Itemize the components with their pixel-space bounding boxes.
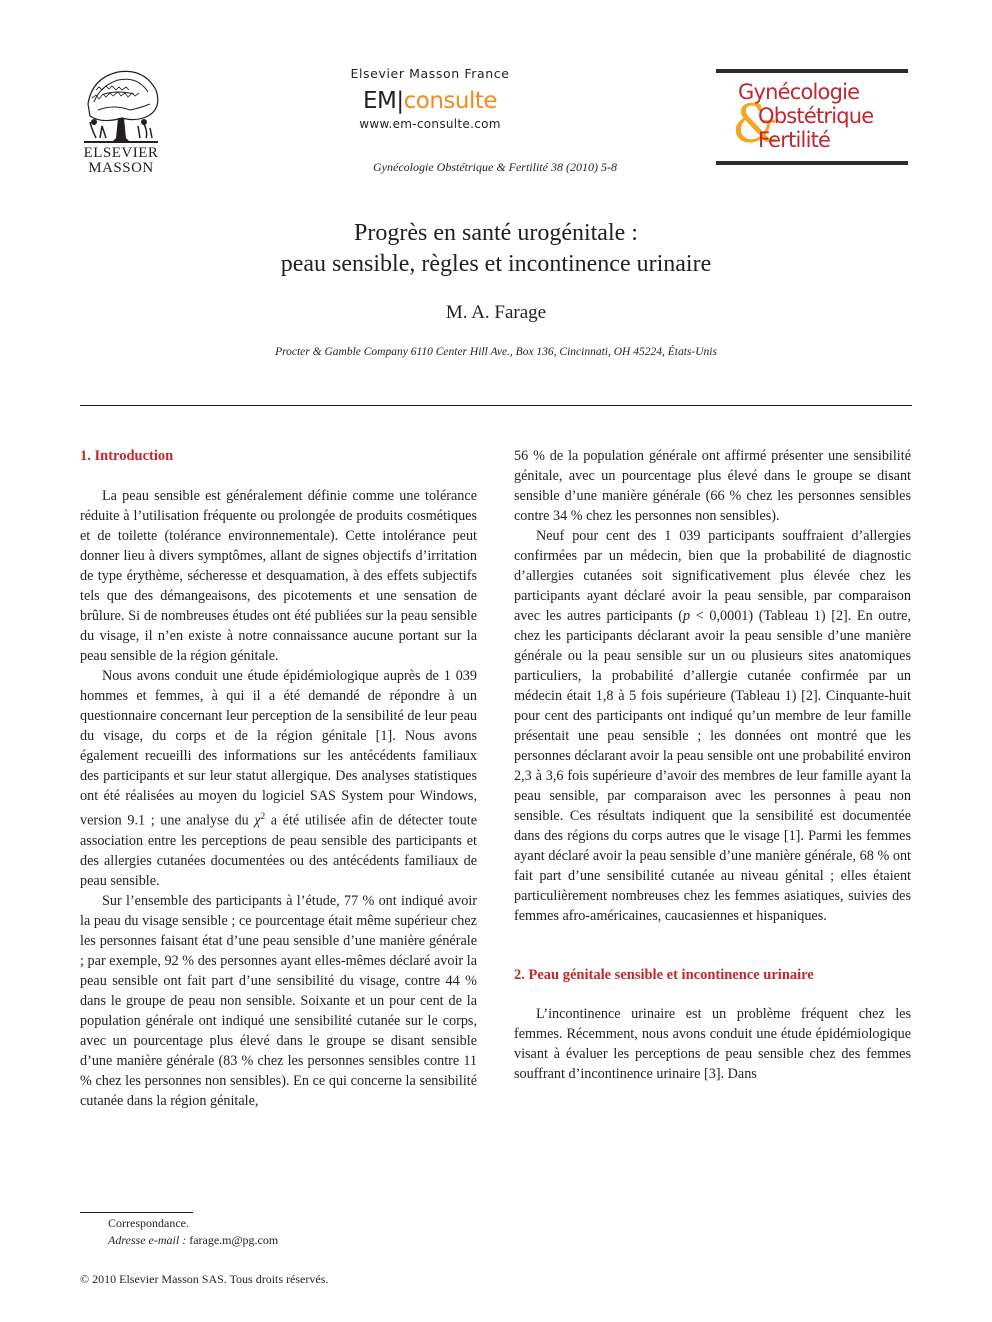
article-title-line2: peau sensible, règles et incontinence urinaire [280, 251, 712, 277]
journal-logo-ampersand: & [732, 95, 779, 155]
copyright-notice: © 2010 Elsevier Masson SAS. Tous droits réservés. [80, 1272, 329, 1286]
intro-paragraph-4-part-b: < 0,0001) (Tableau 1) [2]. En outre, chez les participants déclarant avoir la peau sensible d’une manière générale ou la peau sensible sur un ou plusieurs sites anatomiques particuliers, la probabilité d’allergie cutanée confirmée par un médecin était 1,8 à 5 fois supérieure (Tableau 1) [2]. Cinquante-huit pour cent des participants ont indiqué qu’un membre de leur famille présentait une peau sensible ; les données ont montré que les personnes déclarant avoir la peau sensible ont une probabilité environ 2,3 à 3,6 fois supérieure d’avoir des membres de leur famille ayant la peau sensible, par comparaison avec les personnes à peau non sensible. Ces résultats indiquent que la sensibilité est documentée dans des régions du corps autres que le visage [1]. Parmi les femmes ayant déclaré avoir la peau sensible d’une manière générale, 68 % ont fait part d’une sensibilité cutanée au niveau génital ; elles étaient particulièrement nombreuses chez les femmes asiatiques, suivies des femmes afro-américaines, caucasiennes et hispaniques. [514, 608, 912, 924]
em-logo-divider-icon: | [396, 88, 404, 114]
article-title-line1: Progrès en santé urogénitale : [354, 220, 638, 246]
email-address[interactable]: farage.m@pg.com [189, 1233, 279, 1247]
article-title [0, 218, 992, 280]
header-rule [80, 405, 912, 406]
em-consulte-block [330, 66, 530, 131]
intro-paragraph-4-part-a: Neuf pour cent des 1 039 participants souffraient d’allergies confirmées par un médecin, bien que la probabilité de diagnostic d’allergies cutanées soit significativement plus élevée chez les participants ayant déclaré avoir la peau sensible, par comparaison avec les autres participants ( [514, 528, 911, 624]
intro-paragraph-2-part-a: Nous avons conduit une étude épidémiologique auprès de 1 039 hommes et femmes, à qui il a été demandé de répondre à un questionnaire concernant leur perception de la sensibilité de leur peau du visage, du corps et de la région génitale [1]. Nous avons également recueilli des informations sur les antécédents familiaux des participants et sur leur statut allergique. Des analyses statistiques ont été réalisées au moyen du logiciel SAS System pour Windows, version 9.1 ; une analyse du [80, 668, 477, 829]
journal-logo-line1: Gynécologie [738, 80, 860, 104]
section-heading-genital-skin: 2. Peau génitale sensible et incontinence urinaire [514, 967, 814, 983]
email-label: Adresse e-mail : [108, 1233, 187, 1247]
em-consulte-url[interactable]: www.em-consulte.com [359, 117, 501, 131]
intro-paragraph-3-continued: 56 % de la population générale ont affirmé présenter une sensibilité génitale, avec un pourcentage plus élevé dans le groupe se disant sensible d’une manière générale (66 % chez les personnes sensibles contre 34 % chez les personnes non sensibles). [514, 448, 911, 524]
em-logo-consulte: consulte [403, 88, 498, 114]
p-value-symbol: p [683, 608, 691, 624]
journal-logo [716, 69, 908, 165]
intro-paragraph-1: La peau sensible est généralement définie comme une tolérance réduite à l’utilisation fréquente ou prolongée de produits cosmétiques et de toilette (tolérance environnementale). Cette intolérance peut donner lieu à divers symptômes, allant de signes objectifs d’irritation de type érythème, sécheresse et desquamation, à des effets subjectifs tels que des démangeaisons, des picotements et une sensation de brûlure. Si de nombreuses études ont été publiées sur la peau sensible du visage, il n’en existe à notre connaissance aucune portant sur la peau sensible de la région génitale. [80, 488, 477, 664]
journal-reference: Gynécologie Obstétrique & Fertilité 38 (2010) 5-8 [373, 160, 617, 174]
intro-paragraph-4 [514, 526, 911, 926]
intro-paragraph-3: Sur l’ensemble des participants à l’étude, 77 % ont indiqué avoir la peau du visage sensible ; ce pourcentage était même supérieur chez les personnes faisant état d’une peau sensible d’une manière générale ; par exemple, 92 % des personnes ayant elles-mêmes déclaré avoir la peau sensible ont fait part d’une sensibilité du visage, contre 44 % dans le groupe de peau non sensible. Soixante et un pour cent de la population générale ont indiqué une sensibilité cutanée sur le corps, avec un pourcentage plus élevé dans le groupe se disant sensible d’une manière générale (83 % chez les personnes sensibles contre 11 % chez les personnes non sensibles). En ce qui concerne la sensibilité cutanée dans la région génitale, [80, 892, 477, 1109]
section-heading-introduction: 1. Introduction [80, 448, 174, 464]
elsevier-masson-logo [78, 64, 164, 176]
left-column [80, 446, 477, 1111]
journal-logo-line3: Fertilité [758, 128, 831, 152]
intro-paragraph-2 [80, 666, 477, 891]
em-consulte-logo [330, 89, 530, 113]
right-column [514, 446, 911, 1084]
chi-symbol: χ [254, 812, 261, 829]
elsevier-word: ELSEVIER [83, 145, 159, 161]
email-note [108, 1232, 278, 1248]
journal-logo-line2: Obstétrique [758, 104, 874, 128]
correspondance-note: Correspondance. [108, 1216, 189, 1230]
author-affiliation: Procter & Gamble Company 6110 Center Hill Ave., Box 136, Cincinnati, OH 45224, États-Unis [275, 346, 717, 358]
elsevier-tree-icon [78, 64, 164, 146]
masson-word: MASSON [88, 160, 154, 176]
section2-paragraph-1: L’incontinence urinaire est un problème fréquent chez les femmes. Récemment, nous avons conduit une étude épidémiologique visant à évaluer les perceptions de peau sensible chez des femmes souffrant d’incontinence urinaire [3]. Dans [514, 1006, 911, 1082]
publisher-line: Elsevier Masson France [350, 66, 510, 81]
article-author: M. A. Farage [445, 302, 547, 323]
chi-exponent: 2 [260, 811, 266, 821]
intro-paragraph-2-part-b: a été utilisée afin de détecter toute association entre les perceptions de peau sensible des participants et des allergies cutanées documentées ou des antécédents familiaux de peau sensible. [80, 812, 478, 889]
footnote-rule [80, 1212, 193, 1213]
em-logo-em: EM [362, 88, 397, 114]
